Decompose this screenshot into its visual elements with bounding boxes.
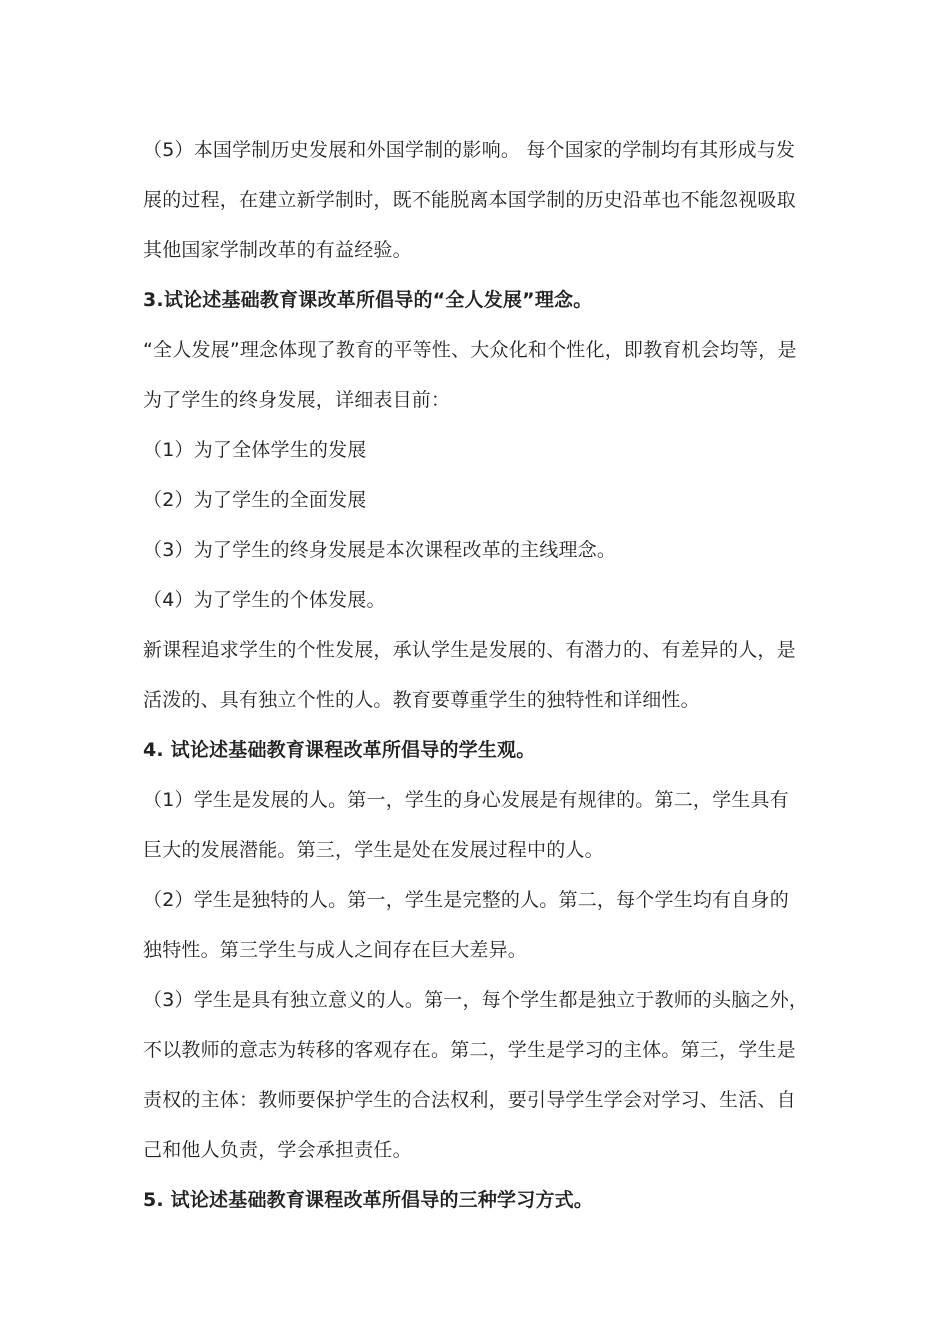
paragraph-line: 独特性。第三学生与成人之间存在巨大差异。: [143, 939, 528, 961]
paragraph-line: “全人发展”理念体现了教育的平等性、大众化和个性化，即教育机会均等，是: [143, 339, 797, 361]
list-item: （2）学生是独特的人。第一，学生是完整的人。第二，每个学生均有自身的: [143, 889, 789, 911]
section-heading: 3.试论述基础教育课改革所倡导的“全人发展”理念。: [143, 289, 593, 311]
section-heading: 5. 试论述基础教育课程改革所倡导的三种学习方式。: [143, 1189, 594, 1211]
list-item: （4）为了学生的个体发展。: [143, 589, 386, 611]
list-item: （1）为了全体学生的发展: [143, 439, 367, 461]
paragraph-line: 不以教师的意志为转移的客观存在。第二，学生是学习的主体。第三，学生是: [143, 1039, 796, 1061]
paragraph-line: 新课程追求学生的个性发展，承认学生是发展的、有潜力的、有差异的人，是: [143, 639, 796, 661]
paragraph-line: 活泼的、具有独立个性的人。教育要尊重学生的独特性和详细性。: [143, 689, 700, 711]
paragraph-line: 己和他人负责，学会承担责任。: [143, 1139, 412, 1161]
paragraph-line: （5）本国学制历史发展和外国学制的影响。 每个国家的学制均有其形成与发: [143, 139, 796, 161]
paragraph-line: 责权的主体：教师要保护学生的合法权利，要引导学生学会对学习、生活、自: [143, 1089, 796, 1111]
paragraph-line: 巨大的发展潜能。第三，学生是处在发展过程中的人。: [143, 839, 604, 861]
list-item: （3）学生是具有独立意义的人。第一，每个学生都是独立于教师的头脑之外，: [143, 989, 809, 1011]
list-item: （1）学生是发展的人。第一，学生的身心发展是有规律的。第二，学生具有: [143, 789, 789, 811]
paragraph-line: 为了学生的终身发展，详细表目前：: [143, 389, 451, 411]
list-item: （3）为了学生的终身发展是本次课程改革的主线理念。: [143, 539, 617, 561]
list-item: （2）为了学生的全面发展: [143, 489, 367, 511]
paragraph-line: 展的过程，在建立新学制时，既不能脱离本国学制的历史沿革也不能忽视吸取: [143, 189, 796, 211]
paragraph-line: 其他国家学制改革的有益经验。: [143, 239, 412, 261]
section-heading: 4. 试论述基础教育课程改革所倡导的学生观。: [143, 739, 536, 761]
